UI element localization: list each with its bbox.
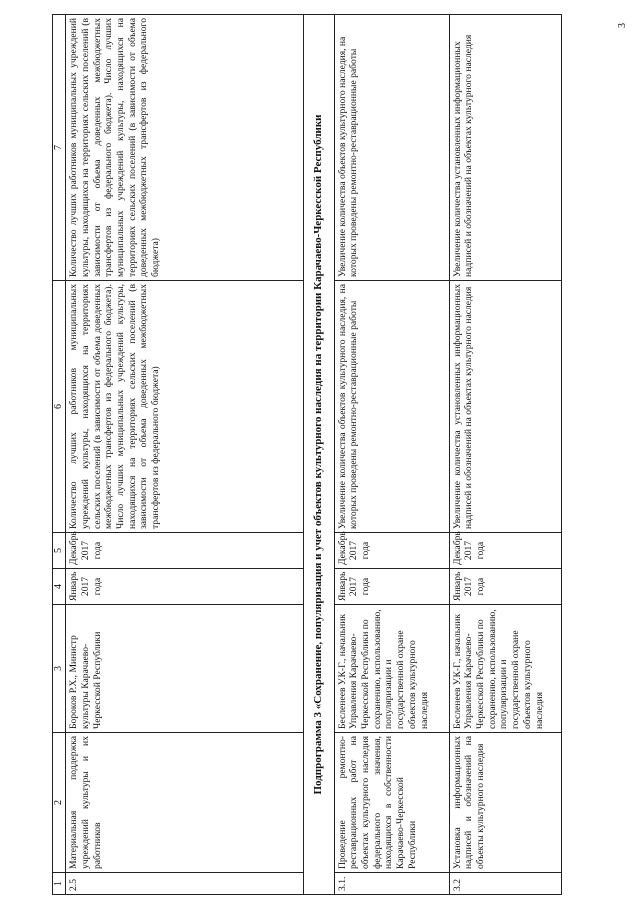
column-number: 5	[53, 533, 66, 569]
row-number: 2.5	[66, 873, 304, 895]
result-cell: Количество лучших работников муниципальных учреждений культуры, находящихся на территориях сельских поселений (в зависимости от объема доведенных межбюджетных трансфертов из федерального бюджета). Число лучших муниципальных учреждений культуры, находящихся на территориях сельских поселений (в зависимости от объема доведенных межбюджетных трансфертов из федерального бюджета)	[66, 281, 304, 533]
rotated-document	[52, 15, 612, 895]
table-row	[66, 15, 304, 895]
responsible-cell: Бесленеев У.К-Г., начальник Управления Карачаево-Черкесской Республики по сохранению, использованию, популяризации и государственной охране объектов культурного наследия	[449, 605, 561, 733]
column-numbers-row	[53, 15, 66, 895]
indicator-cell: Увеличение количества объектов культурного наследия, на которых проведены ремонтно-реставрационные работы	[334, 15, 449, 281]
start-date-cell: Январь 2017 года	[334, 569, 449, 605]
responsible-cell: Бесленеев У.К-Г., начальник Управления Карачаево-Черкесской Республики по сохранению, использованию, популяризации и государственной охране объектов культурного наследия	[334, 605, 449, 733]
measure-cell: Проведение ремонтно-реставрационных работ на объектах культурного наследия федерального значения, находящихся в собственности Карачаево-Черкесской Республики	[334, 733, 449, 873]
row-number: 3.1.	[334, 873, 449, 895]
subprogram-title: Подпрограмма 3 «Сохранение, популяризация и учет объектов культурного наследия на территории Карачаево-Черкесской Республики	[304, 15, 334, 895]
start-date-cell: Январь 2017 года	[449, 569, 561, 605]
start-date-cell: Январь 2017 года	[66, 569, 304, 605]
column-number: 4	[53, 569, 66, 605]
column-number: 2	[53, 733, 66, 873]
result-cell: Увеличение количества объектов культурного наследия, на которых проведены ремонтно-реставрационные работы	[334, 281, 449, 533]
table-row	[449, 15, 561, 895]
end-date-cell: Декабрь 2017 года	[334, 533, 449, 569]
responsible-cell: Бороков Р.Х., Министр культуры Карачаево-Черкесской Республики	[66, 605, 304, 733]
indicator-cell: Увеличение количества установленных информационных надписей и обозначений на объектах культурного наследия	[449, 15, 561, 281]
measure-cell: Материальная поддержка учреждений культуры и их работников	[66, 733, 304, 873]
table-row	[334, 15, 449, 895]
indicator-cell: Количество лучших работников муниципальных учреждений культуры, находящихся на территориях сельских поселений (в зависимости от объема доведенных межбюджетных трансфертов из федерального бюджета). Число лучших муниципальных учреждений культуры, находящихся на территориях сельских поселений (в зависимости от объема доведенных межбюджетных трансфертов из федерального бюджета)	[66, 15, 304, 281]
column-number: 7	[53, 15, 66, 281]
end-date-cell: Декабрь 2017 года	[66, 533, 304, 569]
measure-cell: Установка информационных надписей и обозначений на объекты культурного наследия	[449, 733, 561, 873]
plan-table	[52, 14, 562, 895]
row-number: 3.2	[449, 873, 561, 895]
subprogram-row	[304, 15, 334, 895]
page-number: 3	[617, 23, 628, 28]
column-number: 3	[53, 605, 66, 733]
result-cell: Увеличение количества установленных информационных надписей и обозначений на объектах культурного наследия	[449, 281, 561, 533]
column-number: 1	[53, 873, 66, 895]
end-date-cell: Декабрь 2017 года	[449, 533, 561, 569]
column-number: 6	[53, 281, 66, 533]
